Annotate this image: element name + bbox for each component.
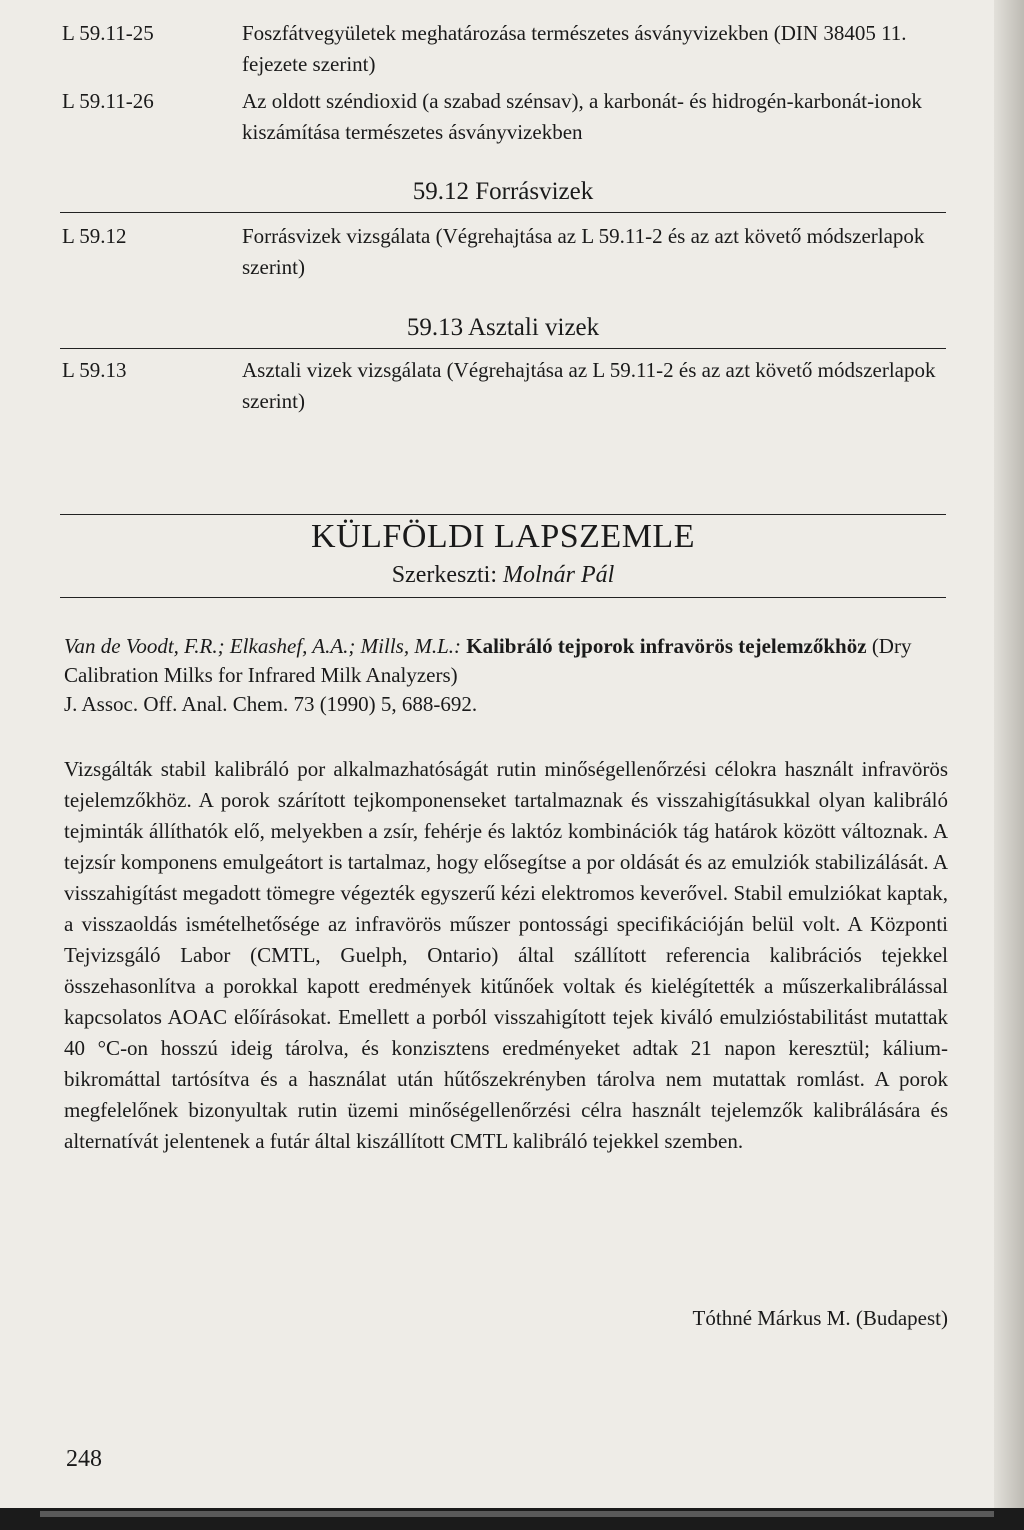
editor-name: Molnár Pál (502, 562, 615, 588)
scan-edge-right (994, 0, 1024, 1530)
entry-text: Foszfátvegyületek meghatározása természetes ásványvizekben (DIN 38405 11. fejezete szerint) (242, 21, 907, 76)
review-body: Vizsgálták stabil kalibráló por alkalmazhatóságát rutin minőségellenőrzési célokra használt infravörös tejelemzőkhöz. A porok szárított tejkomponenseket tartalmaznak és visszahigításukkal olyan kalibráló tejminták állíthatók elő, melyekben a zsír, fehérje és laktóz kombinációk tág határok között változnak. A tejzsír komponens emulgeátort is tartalmaz, hogy elősegítse a por oldását és az emulziók stabilizálását. A visszahigítást megadott tömegre végezték egyszerű kézi elektromos keverővel. Stabil emulziókat kaptak, a visszaoldás ismételhetősége az infravörös műszer pontossági specifikációján belül volt. A Központi Tejvizsgáló Labor (CMTL, Guelph, Ontario) által szállított referencia kalibrációs tejekkel összehasonlítva a porokkal kapott eredmények kitűnőek voltak és kielégítették a műszerkalibrálással kapcsolatos AOAC előírásokat. Emellett a porból visszahigított tejek kiváló emulzióstabilitást mutattak 40 °C-on hosszú ideig tárolva, és konzisztens eredményeket adtak 21 napon keresztül; kálium-bikromáttal tartósítva és a használat után hűtőszekrényben tárolva nem mutattak romlást. A porok megfelelőnek bizonyultak rutin üzemi minőségellenőrzési célra használt tejelemzők kalibrálására és alternatívát jelentenek a futár által kiszállított CMTL kalibráló tejekkel szemben. (64, 757, 948, 1153)
citation-title-en: (Dry Calibration Milks for Infrared Milk Analyzers) (64, 634, 912, 687)
entry-code: L 59.13 (62, 358, 127, 382)
citation (64, 632, 948, 719)
section-title: 59.13 Asztali vizek (406, 314, 600, 341)
citation-journal: J. Assoc. Off. Anal. Chem. 73 (1990) 5, 688-692. (64, 692, 478, 716)
section-rule (60, 212, 946, 213)
heading-rule-top (60, 514, 946, 515)
page-number: 248 (66, 1446, 102, 1472)
citation-title: Kalibráló tejporok infravörös tejelemzőkhöz (466, 634, 867, 658)
review-editor (60, 562, 946, 589)
review-heading: KÜLFÖLDI LAPSZEMLE (311, 518, 695, 555)
scan-edge-bottom (0, 1508, 1024, 1530)
entry-text: Forrásvizek vizsgálata (Végrehajtása az L 59.11-2 és az azt követő módszerlapok szerint) (242, 224, 925, 279)
entry-text: Asztali vizek vizsgálata (Végrehajtása az L 59.11-2 és az azt követő módszerlapok szerint) (242, 358, 936, 413)
heading-rule-bottom (60, 597, 946, 598)
review-signature: Tóthné Márkus M. (Budapest) (692, 1306, 948, 1330)
citation-authors: Van de Voodt, F.R.; Elkashef, A.A.; Mills, M.L.: (64, 634, 462, 658)
section-title: 59.12 Forrásvizek (412, 178, 594, 205)
entry-code: L 59.11-26 (62, 89, 154, 113)
entry-code: L 59.11-25 (62, 21, 154, 45)
entry-code: L 59.12 (62, 224, 127, 248)
section-rule (60, 348, 946, 349)
editor-label: Szerkeszti: (391, 562, 497, 588)
entry-text: Az oldott széndioxid (a szabad szénsav), a karbonát- és hidrogén-karbonát-ionok kiszámítása természetes ásványvizekben (242, 89, 922, 144)
